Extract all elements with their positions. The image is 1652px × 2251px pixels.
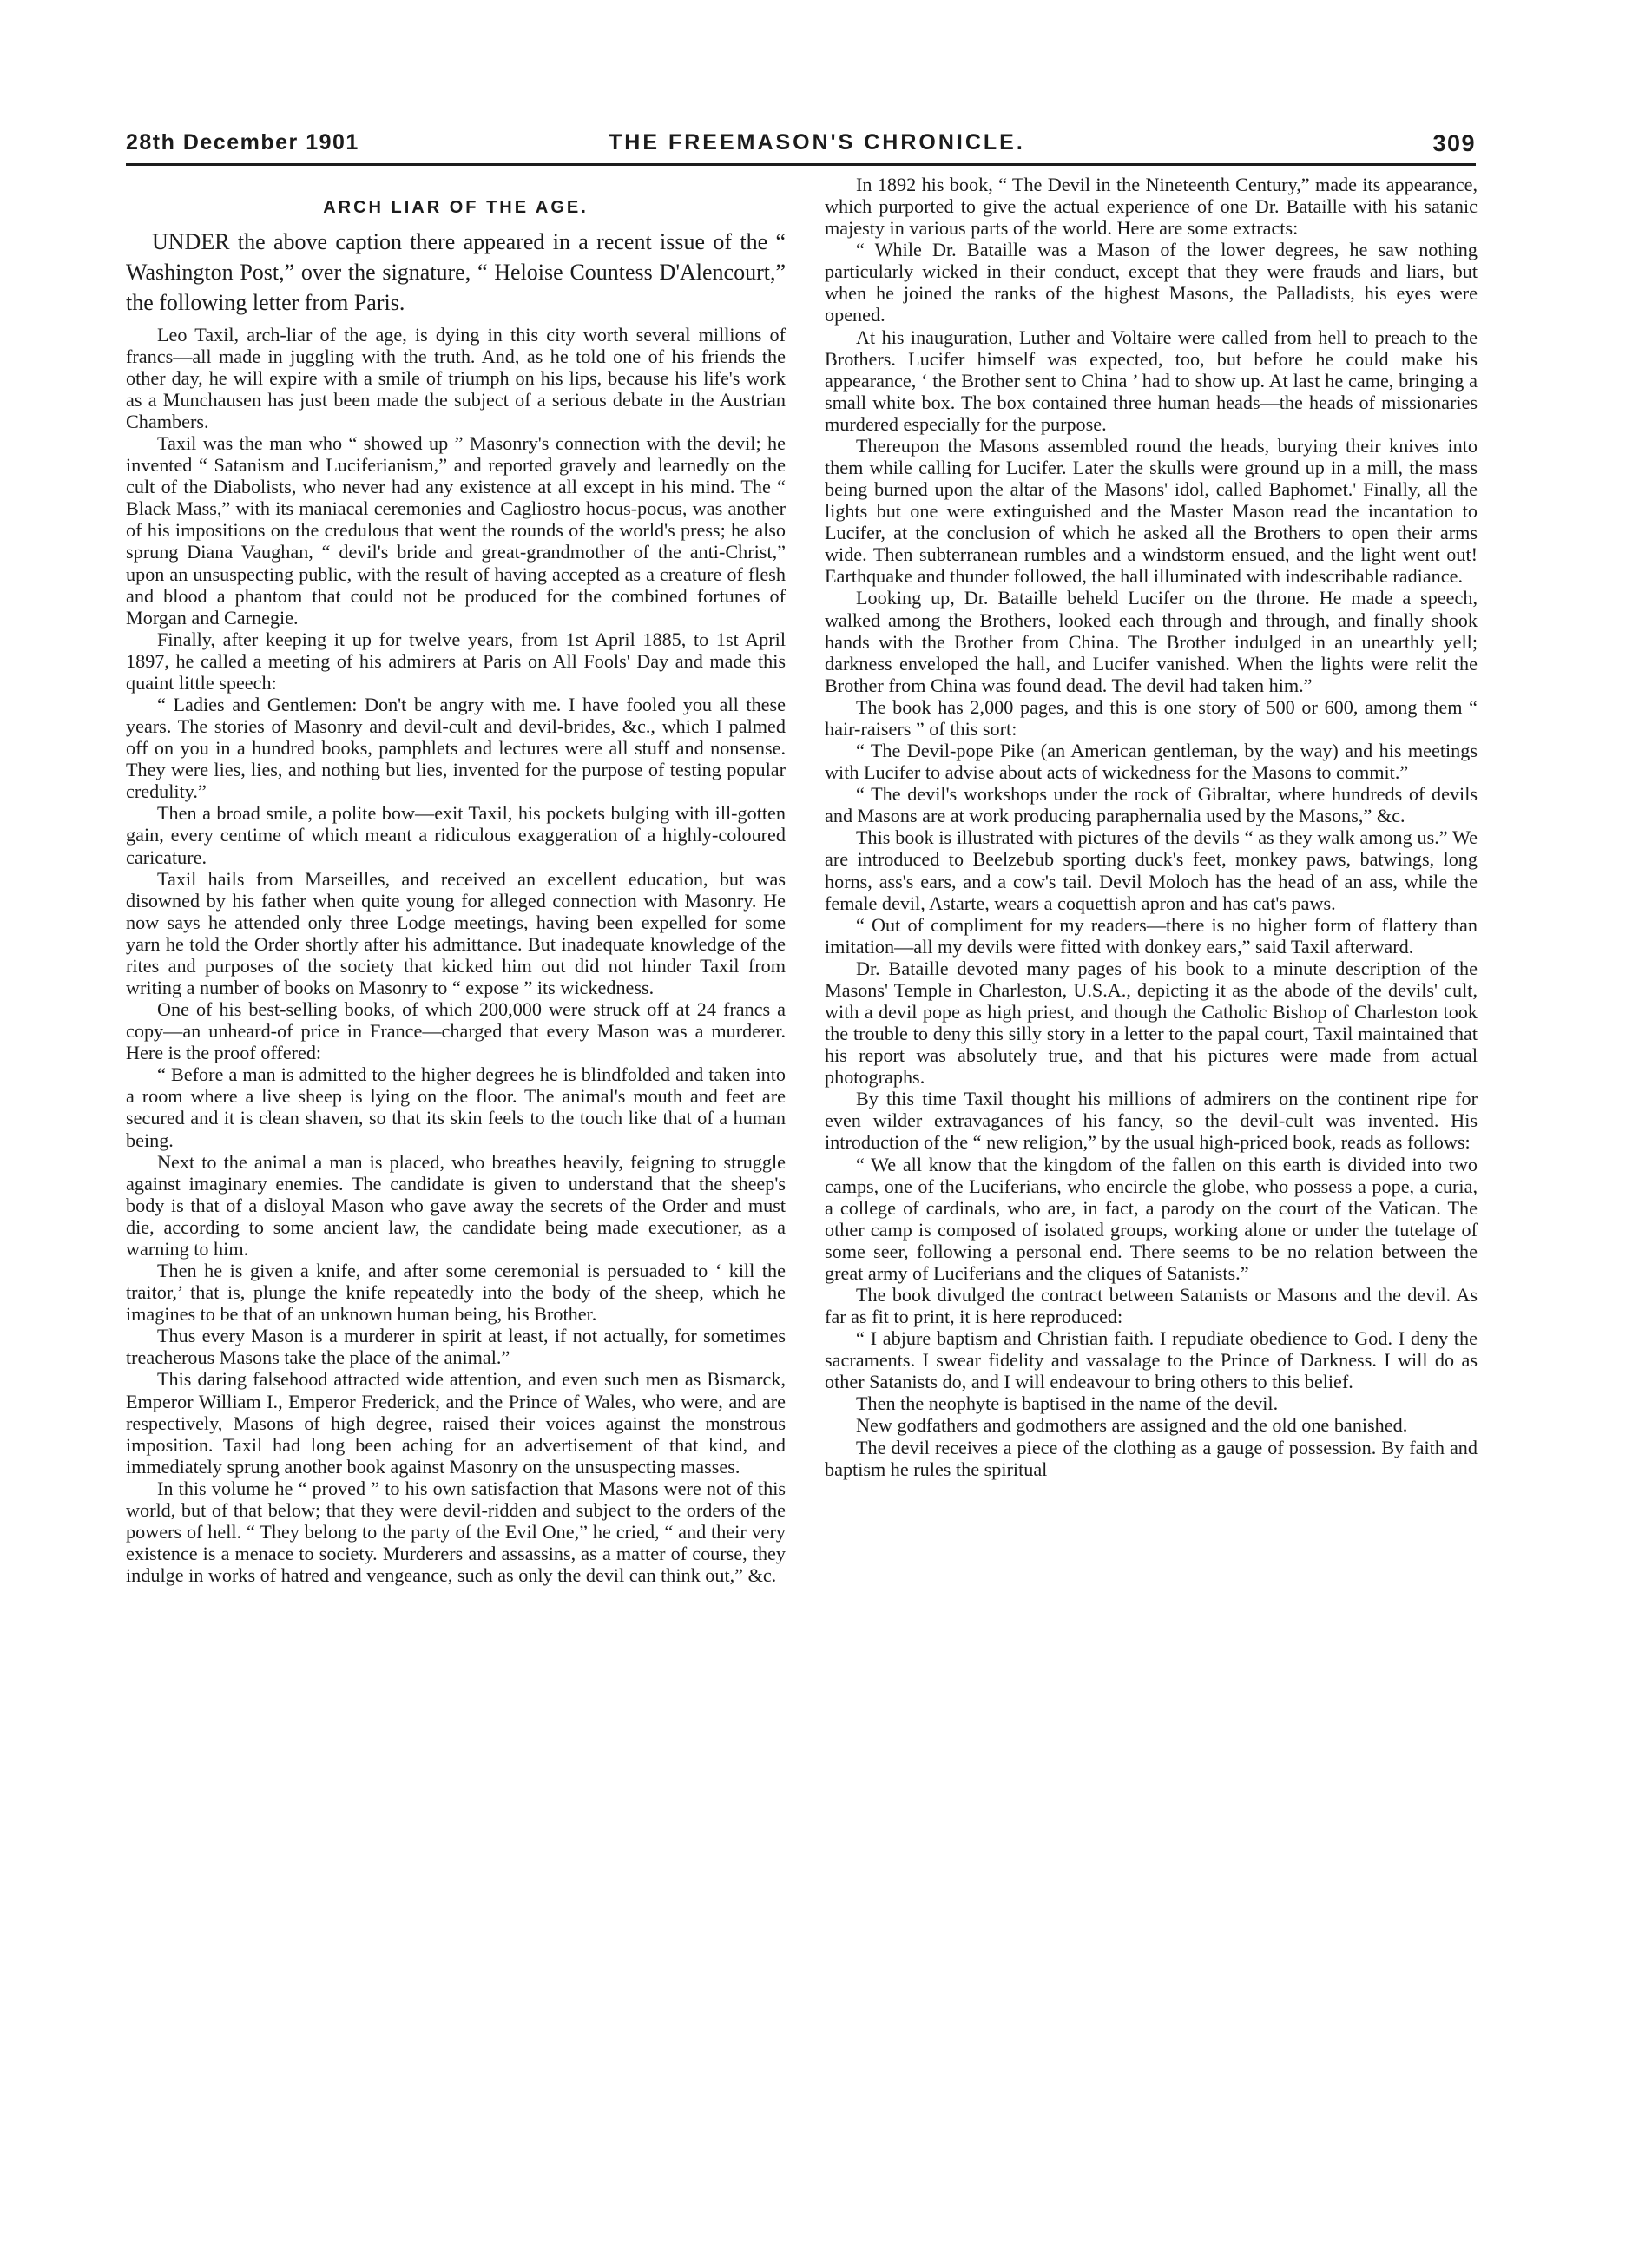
paragraph: The devil receives a piece of the clothing as a gauge of possession. By faith and baptism he rules the spiritual <box>825 1436 1478 1480</box>
paragraph: New godfathers and godmothers are assigned and the old one banished. <box>856 1414 1408 1437</box>
paragraph: Finally, after keeping it up for twelve years, from 1st April 1885, to 1st April 1897, he called a meeting of his admirers at Paris on All Fools' Day and made this quaint little speech: <box>126 628 786 694</box>
paragraph: Taxil was the man who “ showed up ” Masonry's connection with the devil; he invented “ Satanism and Luciferianism,” and reported gravely and learnedly on the cult of the Diabolists, who never had any existence at all except in his mind. The “ Black Mass,” with its maniacal ceremonies and Cagliostro hocus-pocus, was another of his impositions on the credulous that went the rounds of the world's press; he also sprung Diana Vaughan, “ devil's bride and great-grandmother of the anti-Christ,” upon an unsuspecting public, with the result of having accepted as a creature of flesh and blood a phantom that could not be produced for the combined fortunes of Morgan and Carnegie. <box>126 432 786 629</box>
right-column <box>825 174 1478 1480</box>
paragraph: “ The devil's workshops under the rock of Gibraltar, where hundreds of devils and Masons are at work producing paraphernalia used by the Masons,” &c. <box>825 783 1478 827</box>
paragraph: The book divulged the contract between Satanists or Masons and the devil. As far as fit to print, it is here reproduced: <box>825 1283 1478 1328</box>
issue-date: 28th December 1901 <box>126 130 359 155</box>
paragraph: Dr. Bataille devoted many pages of his book to a minute description of the Masons' Temple in Charleston, U.S.A., depicting it as the abode of the devils' cult, with a devil pope as high priest, and though the Catholic Bishop of Charleston took the trouble to deny this silly story in a letter to the papal court, Taxil maintained that his report was absolutely true, and that his pictures were made from actual photographs. <box>825 957 1478 1089</box>
publication-title: THE FREEMASON'S CHRONICLE. <box>609 130 1025 155</box>
paragraph: “ Before a man is admitted to the higher degrees he is blindfolded and taken into a room where a live sheep is lying on the floor. The animal's mouth and feet are secured and it is clean shaven, so that its skin feels to the touch like that of a human being. <box>126 1063 786 1151</box>
paragraph: The book has 2,000 pages, and this is one story of 500 or 600, among them “ hair-raisers ” of this sort: <box>825 695 1478 740</box>
paragraph: “ We all know that the kingdom of the fallen on this earth is divided into two camps, one of the Luciferians, who encircle the globe, who possess a pope, a curia, a college of cardinals, who are, in fact, a parody on the court of the Vatican. The other camp is composed of isolated groups, working alone or under the tutelage of some seer, following a personal end. There seems to be no relation between the great army of Luciferians and the cliques of Satanists.” <box>825 1153 1478 1284</box>
paragraph: At his inauguration, Luther and Voltaire were called from hell to preach to the Brothers. Lucifer himself was expected, too, but before he could make his appearance, ‘ the Brother sent to China ’ had to show up. At last he came, bringing a small white box. The box contained three human heads—the heads of missionaries murdered especially for the purpose. <box>825 326 1478 435</box>
article-intro <box>126 227 786 319</box>
paragraph: In 1892 his book, “ The Devil in the Nineteenth Century,” made its appearance, which purported to give the actual experience of one Dr. Bataille with his satanic majesty in various parts of the world. Here are some extracts: <box>825 174 1478 240</box>
paragraph: By this time Taxil thought his millions of admirers on the continent ripe for even wilder extravagances of his fancy, so the devil-cult was invented. His introduction of the “ new religion,” by the usual high-priced book, reads as follows: <box>825 1088 1478 1154</box>
intro-paragraph: UNDER the above caption there appeared in a recent issue of the “ Washington Post,” over the signature, “ Heloise Countess D'Alencourt,” the following letter from Paris. <box>126 228 786 316</box>
header-rule <box>126 163 1476 166</box>
paragraph: Then the neophyte is baptised in the name of the devil. <box>856 1392 1279 1415</box>
article-title: ARCH LIAR OF THE AGE. <box>323 198 589 217</box>
paragraph: Thereupon the Masons assembled round the heads, burying their knives into them while calling for Lucifer. Later the skulls were ground up in a mill, the mass being burned upon the altar of the Masons' idol, called Baphomet.' Finally, all the lights but one were extinguished and the Master Mason read the incantation to Lucifer, at the conclusion of which he asked all the Brothers to open their arms wide. Then subterranean rumbles and a windstorm ensued, and the light went out! Earthquake and thunder followed, the hall illuminated with indescribable radiance. <box>825 434 1478 588</box>
paragraph: “ The Devil-pope Pike (an American gentleman, by the way) and his meetings with Lucifer to advise about acts of wickedness for the Masons to commit.” <box>825 740 1478 784</box>
paragraph: “ While Dr. Bataille was a Mason of the lower degrees, he saw nothing particularly wicked in their conduct, except that they were frauds and liars, but when he joined the ranks of the highest Masons, the Palladists, his eyes were opened. <box>825 239 1478 326</box>
paragraph: Looking up, Dr. Bataille beheld Lucifer on the throne. He made a speech, walked among the Brothers, looked each through and through, and finally shook hands with the Brother from China. The Brother indulged in an unearthly yell; darkness enveloped the hall, and Lucifer vanished. When the lights were relit the Brother from China was found dead. The devil had taken him.” <box>825 587 1478 696</box>
page-number: 309 <box>1432 130 1476 156</box>
paragraph: This book is illustrated with pictures of the devils “ as they walk among us.” We are introduced to Beelzebub sporting duck's feet, monkey paws, batwings, long horns, ass's ears, and a cow's tail. Devil Moloch has the head of an ass, while the female devil, Astarte, wears a coquettish apron and has cat's paws. <box>825 826 1478 914</box>
paragraph: Taxil hails from Marseilles, and received an excellent education, but was disowned by his father when quite young for alleged connection with Masonry. He now says he attended only three Lodge meetings, having been expelled for some yarn he told the Order shortly after his admittance. But inadequate knowledge of the rites and purposes of the society that kicked him out did not hinder Taxil from writing a number of books on Masonry to “ expose ” its wickedness. <box>126 867 786 999</box>
paragraph: This daring falsehood attracted wide attention, and even such men as Bismarck, Emperor William I., Emperor Frederick, and the Prince of Wales, who were, and are respectively, Masons of high degree, raised their voices against the monstrous imposition. Taxil had long been aching for an advertisement of that kind, and immediately sprung another book against Masonry on the unsuspecting masses. <box>126 1368 786 1478</box>
paragraph: “ Out of compliment for my readers—there is no higher form of flattery than imitation—all my devils were fitted with donkey ears,” said Taxil afterward. <box>825 913 1478 958</box>
paragraph: In this volume he “ proved ” to his own satisfaction that Masons were not of this world, but of that below; that they were devil-ridden and subject to the orders of the powers of hell. “ They belong to the party of the Evil One,” he cried, “ and their very existence is a menace to society. Murderers and assassins, as a matter of course, they indulge in works of hatred and vengeance, such as only the devil can think out,” &c. <box>126 1477 786 1587</box>
paragraph: “ I abjure baptism and Christian faith. I repudiate obedience to God. I deny the sacraments. I swear fidelity and vassalage to the Prince of Darkness. I will do as other Satanists do, and I will endeavour to bring others to this belief. <box>825 1327 1478 1393</box>
left-column <box>126 189 786 1586</box>
paragraph: “ Ladies and Gentlemen: Don't be angry with me. I have fooled you all these years. The stories of Masonry and devil-cult and devil-brides, &c., which I palmed off on you in a hundred books, pamphlets and lectures were all stuff and nonsense. They were lies, lies, and nothing but lies, invented for the purpose of testing popular credulity.” <box>126 694 786 803</box>
paragraph: Then a broad smile, a polite bow—exit Taxil, his pockets bulging with ill-gotten gain, every centime of which meant a ridiculous exaggeration of a highly-coloured caricature. <box>126 802 786 868</box>
paragraph: Thus every Mason is a murderer in spirit at least, if not actually, for sometimes treacherous Masons take the place of the animal.” <box>126 1325 786 1369</box>
paragraph: Then he is given a knife, and after some ceremonial is persuaded to ‘ kill the traitor,’ that is, plunge the knife repeatedly into the body of the sheep, which he imagines to be that of an unknown human being, his Brother. <box>126 1260 786 1326</box>
paragraph: One of his best-selling books, of which 200,000 were struck off at 24 francs a copy—an unheard-of price in France—charged that every Mason was a murderer. Here is the proof offered: <box>126 998 786 1064</box>
paragraph: Leo Taxil, arch-liar of the age, is dying in this city worth several millions of francs—all made in juggling with the truth. And, as he told one of his friends the other day, he will expire with a smile of triumph on his lips, because his life's work as a Munchausen has just been made the subject of a serious debate in the Austrian Chambers. <box>126 323 786 432</box>
paragraph: Next to the animal a man is placed, who breathes heavily, feigning to struggle against imaginary enemies. The candidate is given to understand that the sheep's body is that of a disloyal Mason who gave away the secrets of the Order and must die, according to some ancient law, the candidate being made executioner, as a warning to him. <box>126 1150 786 1260</box>
